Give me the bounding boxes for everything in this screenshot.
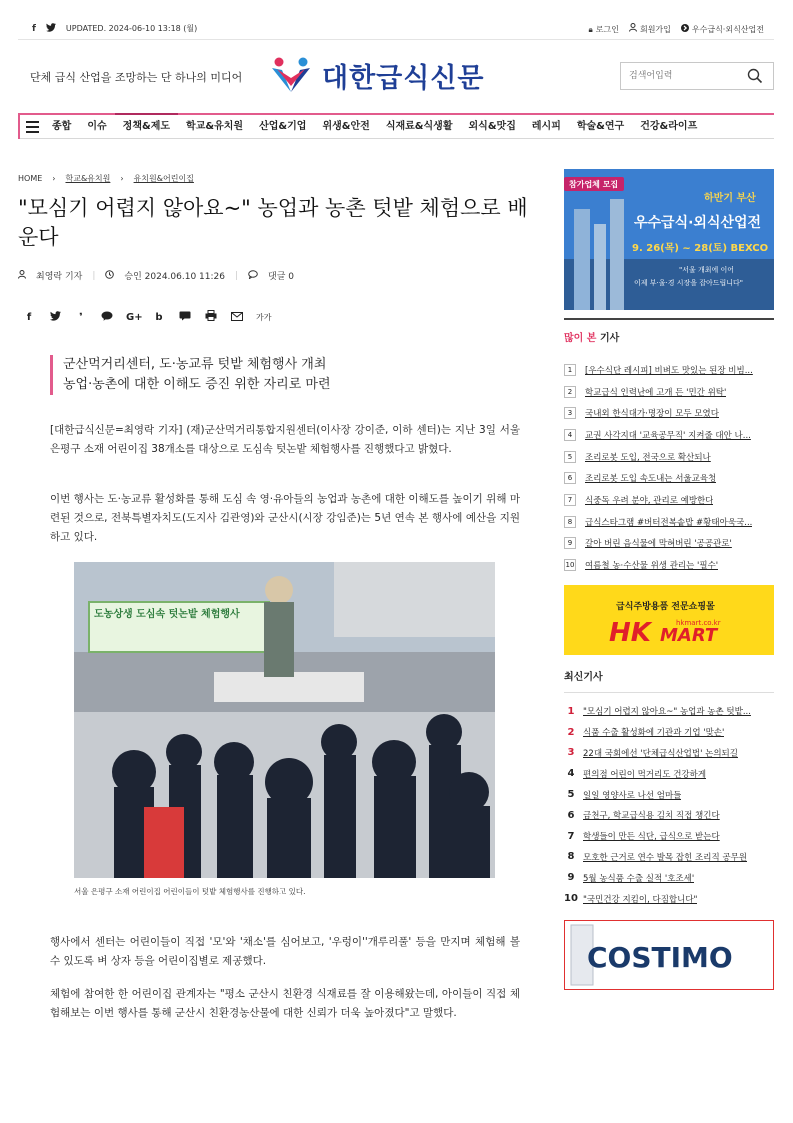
twitter-share-icon[interactable]: [48, 311, 62, 324]
nav-item-issue[interactable]: 이슈: [87, 120, 107, 132]
google-plus-share-icon[interactable]: G+: [126, 311, 143, 323]
list-item[interactable]: 4 편의점 어린이 먹거리도 건강하게: [567, 768, 707, 780]
twitter-icon[interactable]: [46, 23, 56, 34]
breadcrumb-section[interactable]: 학교&유치원: [65, 174, 111, 183]
breadcrumb: [18, 173, 194, 184]
subtitle-line-2: 농업·농촌에 대한 이해도 증진 위한 자리로 마련: [63, 377, 331, 392]
search-input[interactable]: [621, 63, 741, 89]
hkmart-tagline: 급식주방용품 전문쇼핑몰: [616, 602, 715, 612]
search-icon[interactable]: [747, 68, 763, 88]
expo-dates: 9. 26(목) ~ 28(토) BEXCO: [632, 243, 769, 254]
comment-count[interactable]: 댓글 0: [268, 272, 294, 282]
latest-section-title: 최신기사: [564, 662, 774, 693]
expo-badge: 참가업체 모집: [569, 180, 619, 189]
login-link[interactable]: 🔒︎ 로그인: [588, 24, 619, 34]
arrow-circle-icon: [681, 24, 689, 34]
share-bar: [22, 310, 271, 324]
logo-mark-icon: [268, 54, 314, 96]
photo-banner-text: 도농상생 도심속 텃논밭 체험행사: [94, 609, 240, 620]
expo-slogan-2: 이제 부·울·경 시장을 잡아드립니다": [634, 279, 744, 287]
facebook-icon[interactable]: f: [32, 23, 36, 34]
subtitle-line-1: 군산먹거리센터, 도·농교류 텃밭 체험행사 개최: [63, 357, 327, 372]
main-nav: [18, 113, 774, 139]
photo-caption: 서울 은평구 소재 어린이집 어린이들이 텃밭 체험행사를 진행하고 있다.: [74, 887, 306, 896]
list-item[interactable]: 1 "모심기 어렵지 않아요~" 농업과 농촌 텃밭...: [567, 705, 751, 718]
user-icon: [629, 23, 637, 34]
nav-item-health[interactable]: 건강&라이프: [640, 120, 698, 132]
article-author: 최영락 기자: [36, 272, 83, 282]
join-link[interactable]: 회원가입: [629, 23, 671, 35]
article-paragraph: 행사에서 센터는 어린이들이 직접 '모'와 '채소'를 심어보고, '우렁이''개루리풀' 등을 만지며 체험해 볼 수 있도록 벼 상자 등을 어린이집별로 제공했다.: [50, 936, 520, 967]
clock-icon: [105, 270, 114, 282]
nav-item-research[interactable]: 학술&연구: [576, 120, 625, 132]
kakao-share-icon[interactable]: [100, 311, 114, 324]
nav-item-industry[interactable]: 산업&기업: [259, 120, 307, 132]
list-item[interactable]: 3 국내외 한식대가·명장이 모두 모였다: [564, 402, 774, 424]
masthead: [18, 50, 774, 108]
chevron-right-icon: ›: [52, 174, 56, 183]
list-item[interactable]: 5 일일 영양사로 나선 엄마들: [567, 789, 682, 801]
menu-icon[interactable]: [18, 115, 44, 139]
sms-share-icon[interactable]: [178, 311, 192, 324]
nav-item-hygiene[interactable]: 위생&안전: [322, 120, 370, 132]
font-size-button[interactable]: 가가: [256, 312, 272, 322]
article-subtitle: [50, 355, 331, 395]
nav-item-general[interactable]: 종합: [52, 120, 72, 132]
quote-share-icon[interactable]: ❜: [79, 311, 83, 323]
latest-list: [564, 701, 774, 909]
author-icon: [18, 270, 26, 282]
list-item[interactable]: 5 조리로봇 도입, 전국으로 확산되나: [564, 446, 774, 468]
list-item[interactable]: 2 학교급식 인력난에 고개 든 '민간 위탁': [564, 381, 774, 403]
email-share-icon[interactable]: [230, 311, 244, 324]
list-item[interactable]: 4 교권 사각지대 '교육공무직' 지켜줄 대안 나...: [564, 424, 774, 446]
list-item[interactable]: 9 5월 농식품 수출 실적 '호조세': [567, 872, 695, 884]
divider: |: [92, 270, 96, 281]
article-title: "모심기 어렵지 않아요~" 농업과 농촌 텃밭 체험으로 배운다: [18, 196, 528, 249]
site-logo[interactable]: [268, 54, 485, 96]
hkmart-brand-2: MART: [660, 625, 718, 646]
expo-ad-banner[interactable]: [564, 169, 774, 310]
costimo-ad-banner[interactable]: [564, 920, 774, 990]
search-box: [620, 62, 774, 90]
list-item[interactable]: 8 모호한 근거로 연수 발목 잡힌 조리직 공무원: [567, 851, 748, 863]
article-meta: [18, 269, 294, 282]
expo-season: 하반기 부산: [704, 193, 756, 204]
nav-item-policy[interactable]: 정책&제도: [115, 115, 178, 139]
print-icon[interactable]: [204, 310, 218, 324]
facebook-share-icon[interactable]: f: [26, 311, 32, 323]
list-item[interactable]: 1 [우수식단 레시피] 비벼도 맛있는 된장 비빔...: [564, 359, 774, 381]
hkmart-ad-banner[interactable]: [564, 585, 774, 655]
article-photo: [74, 562, 495, 878]
popular-list: [564, 359, 774, 576]
expo-title: 우수급식·외식산업전: [634, 215, 762, 231]
band-share-icon[interactable]: b: [155, 311, 163, 323]
breadcrumb-subsection[interactable]: 유치원&어린이집: [133, 174, 194, 183]
list-item[interactable]: 6 조리로봇 도입 속도내는 서울교육청: [564, 467, 774, 489]
list-item[interactable]: 10 "국민건강 지킴이, 다짐합니다": [564, 893, 698, 905]
costimo-brand: COSTIMO: [587, 941, 733, 974]
article-paragraph: 체험에 참여한 한 어린이집 관계자는 "평소 군산시 친환경 식재료를 잘 이용해왔는데, 아이들이 직접 체험해보는 이번 행사를 통해 군산시 친환경농산물에 대한 신뢰가 더욱 높아졌다"고 말했다.: [50, 988, 520, 1019]
list-item[interactable]: 8 급식스타그램 #버터전복솥밥 #황태아욱국...: [564, 511, 774, 533]
popular-section-title: 많이 본 기사: [564, 318, 774, 344]
expo-link[interactable]: 우수급식·외식산업전: [681, 24, 764, 35]
article-paragraph: [대한급식신문=최영락 기자] (재)군산먹거리통합지원센터(이사장 강이준, 이하 센터)는 지난 3일 서울 은평구 소재 어린이집 38개소를 대상으로 도심속 텃논밭 체험행사를 진행했다고 밝혔다.: [50, 424, 520, 455]
chevron-right-icon: ›: [120, 174, 124, 183]
hkmart-brand: HK: [609, 618, 651, 648]
breadcrumb-home[interactable]: HOME: [18, 174, 43, 183]
updated-timestamp: UPDATED. 2024-06-10 13:18 (월): [65, 24, 198, 33]
lock-icon: 🔒︎: [588, 24, 593, 34]
nav-item-dining[interactable]: 외식&맛집: [468, 120, 516, 132]
nav-item-recipe[interactable]: 레시피: [531, 120, 561, 132]
divider: |: [234, 270, 239, 281]
list-item[interactable]: 6 금천구, 학교급식용 김치 직접 챙긴다: [567, 809, 720, 822]
list-item[interactable]: 2 식품 수출 활성화에 기관과 기업 '맞손': [567, 726, 725, 739]
list-item[interactable]: 9 갈아 버린 음식물에 막혀버린 '공공관로': [564, 533, 774, 555]
logo-text: 대한급식신문: [322, 62, 485, 94]
article-approved-time: 승인 2024.06.10 11:26: [124, 272, 225, 282]
top-bar: [18, 18, 774, 40]
article-paragraph: 이번 행사는 도·농교류 활성화를 통해 도심 속 영·유아들의 농업과 농촌에 대한 이해도를 높이기 위해 마련된 것으로, 전북특별자치도(도지사 김관영)와 군산시(시장 강임준)는 5년 연속 본 행사에 예산을 지원하고 있다.: [50, 493, 520, 543]
list-item[interactable]: 10 여름철 농·수산물 위생 관리는 '필수': [565, 561, 719, 572]
expo-slogan-1: "서울 개최에 이어: [679, 266, 735, 274]
nav-item-school[interactable]: 학교&유치원: [186, 120, 244, 132]
nav-item-food[interactable]: 식재료&식생활: [385, 120, 453, 132]
list-item[interactable]: 7 학생들이 만든 식단, 급식으로 받는다: [567, 830, 720, 843]
list-item[interactable]: 3 22대 국회에선 '단체급식산업법' 논의되길: [567, 747, 738, 759]
comment-icon: [248, 270, 258, 282]
site-slogan: 단체 급식 산업을 조망하는 단 하나의 미디어: [30, 71, 243, 84]
list-item[interactable]: 7 식중독 우려 분야, 관리로 예방한다: [564, 489, 774, 511]
hkmart-url: hkmart.co.kr: [676, 619, 721, 627]
